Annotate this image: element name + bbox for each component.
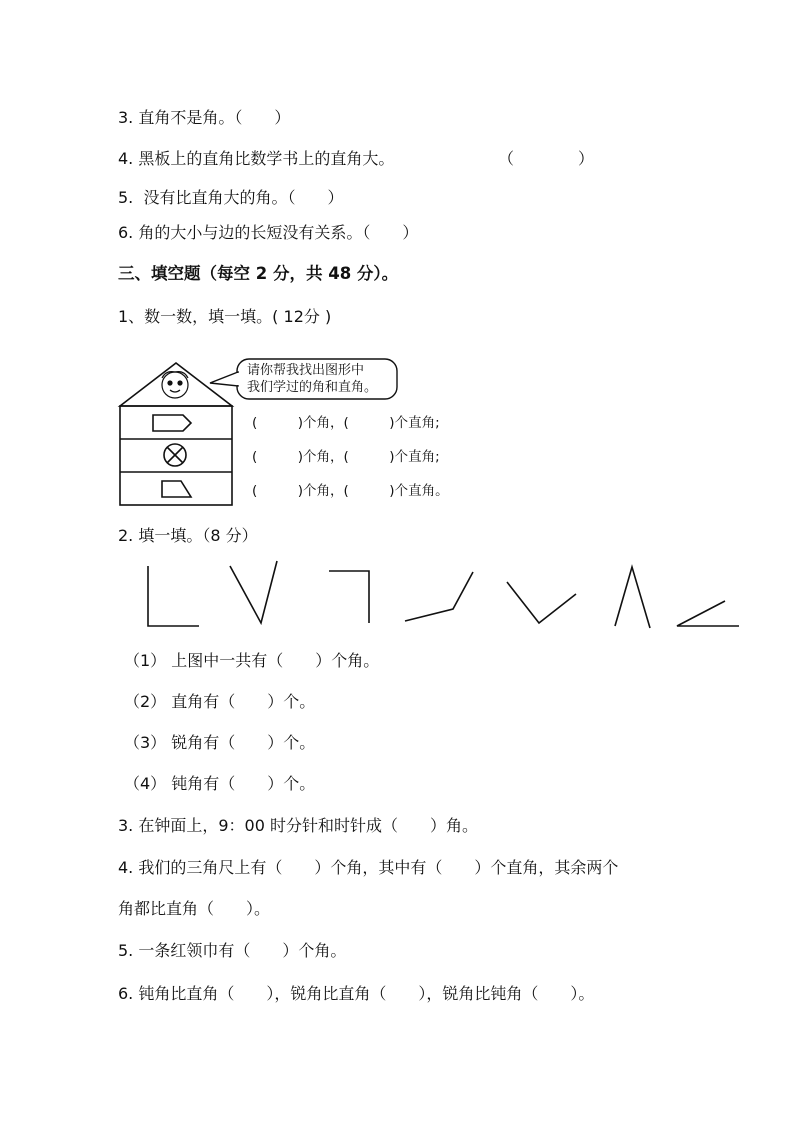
q4-line-1: 4. 我们的三角尺上有（ ）个角，其中有（ ）个直角，其余两个 (118, 858, 619, 877)
judge-q5: 5. 没有比直角大的角。（ ） (118, 188, 344, 207)
q4-line-2: 角都比直角（ ）。 (118, 899, 271, 918)
angle-7 (677, 601, 739, 626)
angle-1 (148, 566, 199, 626)
house-figure (120, 363, 232, 505)
angle-3 (329, 571, 369, 623)
angle-4 (405, 572, 473, 621)
judge-q6: 6. 角的大小与边的长短没有关系。（ ） (118, 223, 419, 242)
q2-sub-3: （3） 锐角有（ ）个。 (124, 733, 316, 752)
q2-sub-2: （2） 直角有（ ）个。 (124, 692, 316, 711)
angle-2 (230, 561, 277, 623)
angle-5 (507, 582, 576, 623)
q1-title: 1、数一数，填一填。( 12分 ) (118, 307, 332, 326)
bubble-line-2: 我们学过的角和直角。 (247, 380, 378, 395)
q2-title: 2. 填一填。（8 分） (118, 526, 258, 545)
q2-sub-1: （1） 上图中一共有（ ）个角。 (124, 651, 380, 670)
q6: 6. 钝角比直角（ ），锐角比直角（ ），锐角比钝角（ ）。 (118, 984, 595, 1003)
judge-q4: 4. 黑板上的直角比数学书上的直角大。 (118, 149, 395, 168)
q3: 3. 在钟面上，9：00 时分针和时针成（ ）角。 (118, 816, 478, 835)
q5: 5. 一条红领巾有（ ）个角。 (118, 941, 347, 960)
judge-q3: 3. 直角不是角。（ ） (118, 108, 291, 127)
q1-row-2: ( )个角，( )个直角; (252, 449, 440, 465)
q1-row-1: ( )个角，( )个直角; (252, 415, 440, 431)
q2-sub-4: （4） 钝角有（ ）个。 (124, 774, 316, 793)
section-heading: 三、填空题（每空 2 分，共 48 分）。 (118, 264, 399, 283)
angle-figures (148, 561, 739, 628)
angle-6 (615, 567, 650, 628)
q1-row-3: ( )个角，( )个直角。 (252, 483, 449, 499)
bubble-line-1: 请你帮我找出图形中 (247, 363, 365, 378)
cartoon-character (162, 372, 188, 398)
judge-q4-blank: （ ） (498, 149, 595, 168)
